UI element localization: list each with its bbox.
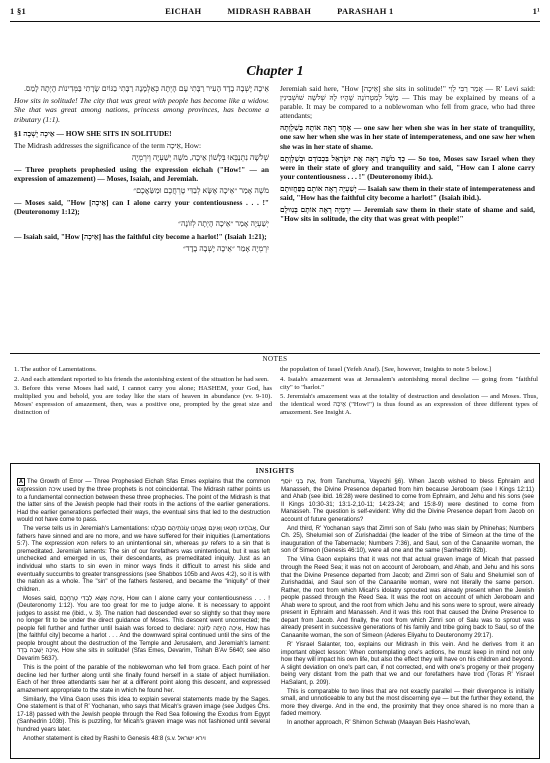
insight-paragraph: The Vilna Gaon explains that it was not that actual graven image of Micah that passed through the Reed Sea; it was not on account of Jeroboam, and Ahab, and Jehu and his sons that the Divine Presence departed from Jacob; and Zimri son of Salu and Shelumiel son of Zurishaddai, and Saul son of the Canaanite woman, were not literally the same person. Rather, the root from which Micah's idolatry sprouted was already present when the Jewish people passed through the Reed Sea. It was the root on account of which Jeroboam and Ahab were to sprout, and the root from which Jehu and his sons were to sprout, were already present in Ephraim and Manasseh. And it was this root that caused the Divine Presence to depart from Jacob. And finally, the root from which Zimri son of Salu was to sprout was already present in successive generations of his family and tribe going back to Saul, so of the Canaanite woman, the son of Simeon (Aderes Eliyahu to Deuteronomy 29:17).	[281, 556, 534, 639]
notes-divider	[10, 353, 540, 354]
insight-paragraph: R' Yisrael Salanter, too, explains our Midrash in this vein. And he derives from it an important object lesson: When contemplating one's actions, he must keep in mind not only how they will impact his own life, but also the effect they will have on his children and beyond. A slight deviation on one's part can, if not corrected, end with one's progeny or their progeny being very distant from the path that we and our forefathers have trod (Toras R' Yisrael HaSalant, p. 209).	[281, 640, 534, 686]
insights-box	[10, 463, 540, 759]
hebrew-line-3: יְשַׁעְיָה אָמַר ״אֵיכָה הָיְתָה לְזוֹנָה״	[178, 219, 269, 229]
hebrew-line-2: מֹשֶׁה אָמַר ״אֵיכָה אֶשָּׂא לְבַדִּי טָרְחֲכֶם וּמַשַּׂאֲכֶם״	[133, 186, 269, 196]
paragraph-1: — Three prophets prophesied using the expression eichah ("How!" — an expression of amazement) — Moses, Isaiah, and Jeremiah.	[14, 164, 269, 184]
note-item: 2. And each attendant reported to his friends the astonishing extent of the situation he had seen.	[14, 375, 269, 383]
insight-paragraph: This is comparable to two lines that are not exactly parallel — their divergence is initially small, and unnoticeable to any but the most discerning eye — but the further they extend, the more they diverge. And in the end, the proximity that they once shared is no more than a faded memory.	[281, 687, 534, 718]
insight-paragraph: Another statement is cited by Rashi to Genesis 48:8 (s.v. וירא ישראל	[23, 735, 206, 742]
note-item: 1. The author of Lamentations.	[14, 366, 97, 373]
section-heading: §1 אֵיכָה יָשְׁבָה — HOW SHE SITS IN SOLITUDE!	[14, 128, 172, 138]
insight-paragraph: And third, R' Yochanan says that Zimri son of Salu (who was slain by Phinehas; Numbers Ch. 25), Shelumiel son of Zurishaddai (the leader of the tribe of Simeon at the time of the inauguration of the Tabernacle; Numbers 7:36), and Saul, son of the Canaanite woman, the son of Simeon (Genesis 46:10), were all one and the same (Sanhedrin 82b).	[281, 524, 534, 555]
notes-label: NOTES	[262, 355, 288, 363]
insights-title: INSIGHTS	[255, 467, 295, 475]
verse-hebrew: אֵיכָה יָשְׁבָה בָדָד הָעִיר רַבָּתִי עָם הָיְתָה כְּאַלְמָנָה רַבָּתִי בַגּוֹיִם שָׂרָתִי בַּמְּדִינוֹת הָיְתָה לָמַס.	[23, 84, 269, 93]
note-item: 3. Before this verse Moses had said, I cannot carry you alone; HASHEM, your God, has multiplied you and behold, you are today like the stars of heaven in abundance (vv. 9-10). Moses' expression of amazement, then, was a positive one, prompted by the great size and distinction of	[14, 385, 272, 417]
insight-paragraph	[17, 478, 270, 524]
chapter-title: Chapter 1	[246, 64, 304, 79]
running-head-left: 1 §1	[10, 6, 27, 16]
paragraph-3: — Isaiah said, "How [אֵיכָה] has the faithful city become a harlot!" (Isaiah 1:21);	[14, 231, 267, 241]
right-paragraph-2: אֶחָד רָאָה אוֹתָהּ בְּשַׁלְוָתָהּ — one saw her when she was in her state of tranquility, one saw her when she was in her state of intemperateness, and one saw her when she was in her state of shame.	[280, 123, 535, 151]
header-divider	[10, 21, 540, 22]
insights-left-column	[17, 478, 270, 756]
running-head-section: PARASHAH 1	[337, 6, 394, 16]
note-item: 5. Jeremiah's amazement was at the totality of destruction and desolation — and Moses. Thus, the identical word אֵיכָה ("How!") is thus found as an expression of three different types of amazement. See Insight A.	[280, 393, 538, 417]
right-paragraph-5: יִרְמְיָה רָאָה אוֹתָם בְּנִווּלָם — Jeremiah saw them in their state of shame and said, "How sits in solitude, the city that was great with people!"	[280, 205, 535, 224]
running-head-work: MIDRASH RABBAH	[227, 6, 312, 16]
notes-right-column	[280, 366, 538, 456]
verse-translation: How sits in solitude! The city that was great with people has become like a widow. She that was great among nations, princess among provinces, has become a tributary (1:1).	[14, 96, 269, 124]
insight-paragraph: The verse tells us in Jeremiah's Lamentations: אֲבֹתֵינוּ חָטְאוּ וְאֵינָם וַאֲנַחְנוּ עֲוֹנֹתֵיהֶם סָבָלְנוּ, Our fathers have sinned and are no more, and we have suffered for their iniquities (Lamentations 5:7). The expression חטא refers to an unintentional sin, whereas עון refers to a sin that is premeditated. Jeremiah laments: The sin of our forefathers was unintentional, but it was left unchecked and emerged in us, their descendants, as premeditated iniquity. Just as an individual who starts to sin even in minor ways finds it difficult to arrest his slide and eventually succumbs to greater transgressions (see Shabbos 105b and Avos 4:2), so it is with the nation as a whole. The "sin" of the fathers festered, and became the "iniquity" of their children.	[17, 525, 270, 593]
right-paragraph-3: כָּךְ מֹשֶׁה רָאָה אֶת יִשְׂרָאֵל בִּכְבוֹדָם וּבְשַׁלְוָתָם — So too, Moses saw Israel when they were in their state of glory and tranquility and said, "How can I alone carry your contentiousness . . . !" (Deuteronomy ibid.).	[280, 153, 535, 181]
running-head-right: 1¹	[532, 6, 540, 16]
hebrew-line-4: יִרְמְיָה אָמַר ״אֵיכָה יָשְׁבָה בָדָד״	[183, 243, 269, 253]
insight-paragraph: This is the point of the parable of the noblewoman who fell from grace. Each point of her decline led her further along until she finally found herself in a state of abject humiliation. Each of her three attendants saw her at a different point along this descent, and expressed amazement appropriate to the state in which he found her.	[17, 664, 270, 694]
right-paragraph-1: Jeremiah said here, "How [אֵיכָה] she sits in solitude!" אָמַר רַבִּי לֵוִי — R' Levi said: מָשָׁל לְמַטְרוֹנָה שֶׁהָיוּ לָהּ שְׁלֹשָׁה שׁוֹשְׁבִינִין — This may be explained by means of a parable. It may be compared to a noblewoman who fell from grace, who had three attendants;	[280, 84, 535, 121]
running-head	[10, 6, 540, 20]
note-item: the population of Israel (Yefeh Anaf). [See, however, Insights to note 5 below.]	[280, 366, 492, 373]
left-text-column	[14, 84, 269, 352]
insight-paragraph: In another approach, R' Shimon Schwab (Maayan Beis Hasho'evah,	[287, 719, 471, 727]
insight-paragraph: אֶת בְּנֵי יוֹסֵף, from Tanchuma, Vayechi §6). When Jacob wished to bless Ephraim and Manasseh, the Divine Presence departed from him because Jeroboam (see I Kings 12:11) and Ahab (see ibid. 16:28) were destined to come from Ephraim, and Jehu and his sons (see II Kings 10:30-31; 13:1-2,10-11; 14:23-24; and 15:8-9) were destined to come from Manasseh. The question is self-evident: Why did the Divine Presence depart from Jacob on account of future generations?	[281, 478, 534, 523]
insight-text: The Growth of Error — Three Prophesied Eichah Sfas Emes explains that the common expression איכה used by the three prophets is not coincidental. The Midrash rather points us to a fundamental connection between these three prophecies. The point of the Midrash is that the latter sins of the Jewish people had their roots in the actions of the earlier generations. Had the earlier generations perfected their ways, the eventual sins that led to the destruction would not have come to pass.	[17, 478, 270, 524]
notes-left-column	[14, 366, 272, 456]
note-item: 4. Isaiah's amazement was at Jerusalem's astonishing moral decline — going from "faithful city" to "harlot."	[280, 375, 538, 391]
intro-paragraph: The Midrash addresses the significance of the term אֵיכָה, How:	[14, 140, 202, 150]
right-paragraph-4: יְשַׁעְיָה רָאָה אוֹתָם בְּפַחֲזוּתָם — Isaiah saw them in their state of intemperateness and said, "How has the faithful city become a harlot!" (Isaiah ibid.).	[280, 183, 535, 203]
insight-paragraph: Moses said, אֵיכָה אֶשָּׂא לְבַדִּי טָרְחֲכֶם, How can I alone carry your contentiousness . . . ! (Deuteronomy 1:12). You are too great for me to judge alone. It is necessary to appoint judges to assist me (ibid., v. 3). The nation had descended ever so slightly so that they were no longer fit to be under the direct guidance of Moses. This descent went uncorrected; the people fell further and further until Isaiah was forced to declare: אֵיכָה הָיְתָה לְזוֹנָה, How has [the faithful city] become a harlot . . . And the downward spiral continued until the sins of the people brought about the destruction of the Temple and Jerusalem, and Jeremiah's lament: אֵיכָה יָשְׁבָה בָדָד, How she sits in solitude! (Sfas Emes, Devarim, Tishah B'Av 5640; see also Devarim 5637).	[17, 594, 270, 663]
right-text-column	[280, 84, 535, 352]
insight-paragraph: Similarly, the Vilna Gaon uses this idea to explain several statements made by the Sages. One statement is that of R' Yochanan, who says that Micah's graven image (see Judges Chs. 17-18) passed with the Jewish people through the Red Sea following the Exodus from Egypt (Sanhedrin 103b). This is puzzling, for Micah's graven image was not fashioned until several hundred years later.	[17, 695, 270, 733]
paragraph-2: — Moses said, "How [אֵיכָה] can I alone carry your contentiousness . . . !" (Deuteronomy 1:12);	[14, 198, 269, 217]
insight-tag: A	[19, 479, 23, 485]
hebrew-line-1: שְׁלֹשָׁה נִתְנַבְּאוּ בְּלָשׁוֹן אֵיכָה, מֹשֶׁה יְשַׁעְיָה וְיִרְמְיָה	[131, 152, 269, 162]
running-head-book: EICHAH	[165, 6, 202, 16]
running-head-center	[165, 6, 394, 16]
insights-right-column	[281, 478, 534, 756]
